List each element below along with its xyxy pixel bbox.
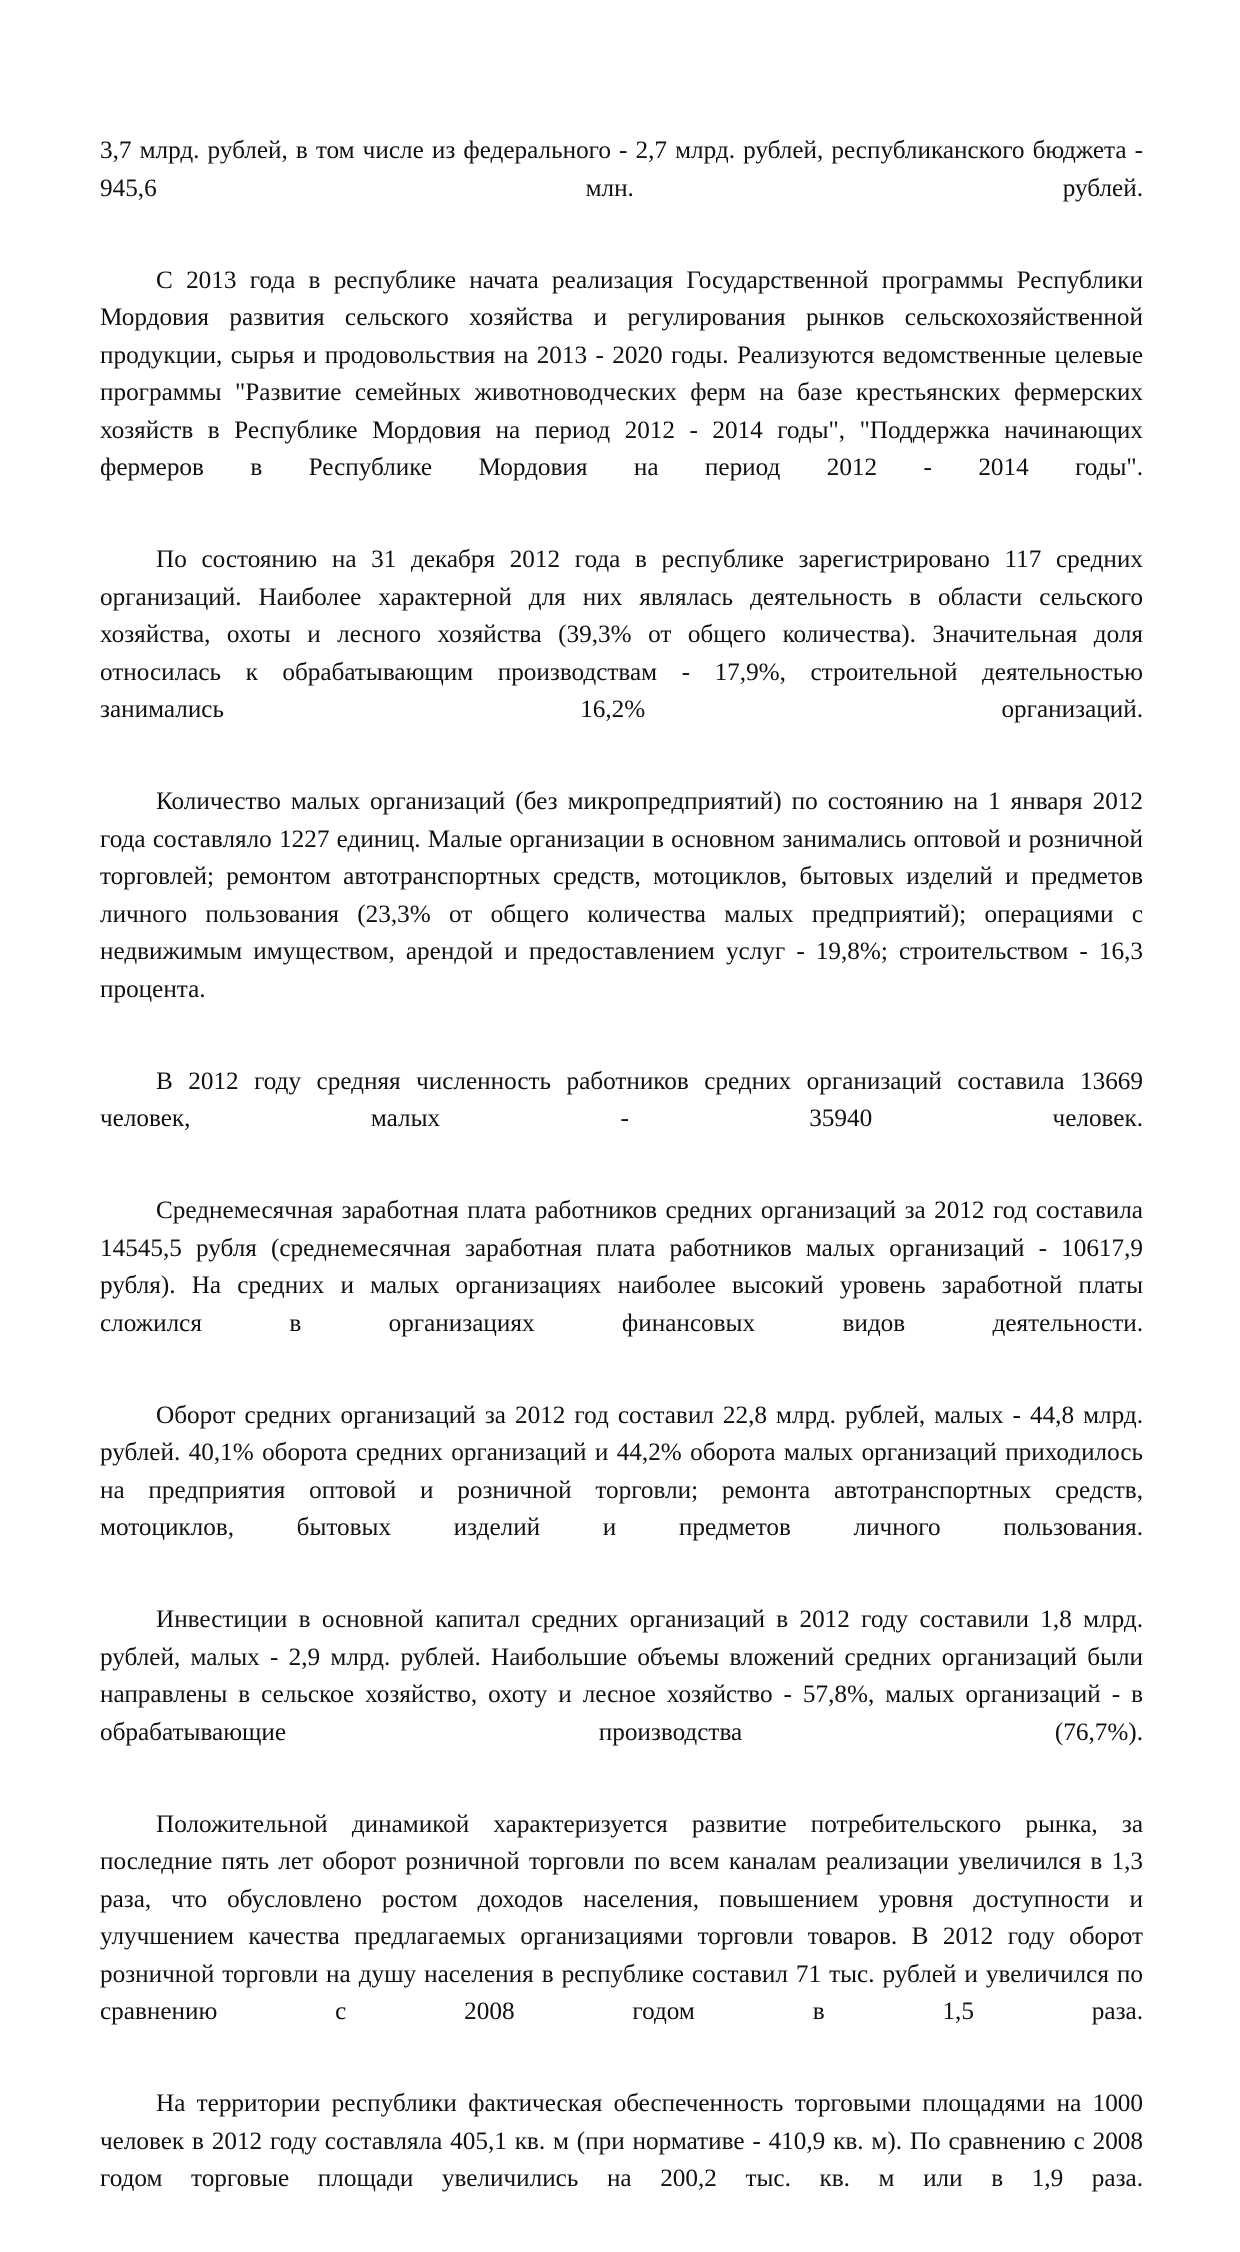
document-body: [100, 132, 1143, 2252]
paragraph-budget: 3,7 млрд. рублей, в том числе из федерального - 2,7 млрд. рублей, республиканского бюджета - 945,6 млн. рублей.: [100, 137, 1143, 202]
paragraph-investments: Инвестиции в основной капитал средних организаций в 2012 году составили 1,8 млрд. рублей, малых - 2,9 млрд. рублей. Наибольшие объемы вложений средних организаций были направлены в сельское хозяйство, охоту и лесное хозяйство - 57,8%, малых организаций - в обрабатывающие производства (76,7%).: [100, 1606, 1143, 1746]
paragraph-medium-organizations: По состоянию на 31 декабря 2012 года в республике зарегистрировано 117 средних организаций. Наиболее характерной для них являлась деятельность в области сельского хозяйства, охоты и лесного хозяйства (39,3% от общего количества). Значительная доля относилась к обрабатывающим производствам - 17,9%, строительной деятельностью занимались 16,2% организаций.: [100, 546, 1143, 723]
paragraph-state-program: С 2013 года в республике начата реализация Государственной программы Республики Мордовия развития сельского хозяйства и регулирования рынков сельскохозяйственной продукции, сырья и продовольствия на 2013 - 2020 годы. Реализуются ведомственные целевые программы "Развитие семейных животноводческих ферм на базе крестьянских фермерских хозяйств в Республике Мордовия на период 2012 - 2014 годы", "Поддержка начинающих фермеров в Республике Мордовия на период 2012 - 2014 годы".: [100, 266, 1143, 481]
paragraph-turnover: Оборот средних организаций за 2012 год составил 22,8 млрд. рублей, малых - 44,8 млрд. рублей. 40,1% оборота средних организаций и 44,2% оборота малых организаций приходилось на предприятия оптовой и розничной торговли; ремонта автотранспортных средств, мотоциклов, бытовых изделий и предметов личного пользования.: [100, 1401, 1143, 1541]
paragraph-small-organizations: Количество малых организаций (без микропредприятий) по состоянию на 1 января 2012 года составляло 1227 единиц. Малые организации в основном занимались оптовой и розничной торговлей; ремонтом автотранспортных средств, мотоциклов, бытовых изделий и предметов личного пользования (23,3% от общего количества малых предприятий); операциями с недвижимым имуществом, арендой и предоставлением услуг - 19,8%; строительством - 16,3 процента.: [100, 788, 1143, 1003]
paragraph-consumer-market: Положительной динамикой характеризуется развитие потребительского рынка, за последние пять лет оборот розничной торговли по всем каналам реализации увеличился в 1,3 раза, что обусловлено ростом доходов населения, повышением уровня доступности и улучшением качества предлагаемых организациями торговли товаров. В 2012 году оборот розничной торговли на душу населения в республике составил 71 тыс. рублей и увеличился по сравнению с 2008 годом в 1,5 раза.: [100, 1810, 1143, 2025]
paragraph-trade-area: На территории республики фактическая обеспеченность торговыми площадями на 1000 человек в 2012 году составляла 405,1 кв. м (при нормативе - 410,9 кв. м). По сравнению с 2008 годом торговые площади увеличились на 200,2 тыс. кв. м или в 1,9 раза.: [100, 2090, 1143, 2192]
paragraph-average-employees: В 2012 году средняя численность работников средних организаций составила 13669 человек, малых - 35940 человек.: [100, 1067, 1143, 1132]
paragraph-average-wages: Среднемесячная заработная плата работников средних организаций за 2012 год составила 14545,5 рубля (среднемесячная заработная плата работников малых организаций - 10617,9 рубля). На средних и малых организациях наиболее высокий уровень заработной платы сложился в организациях финансовых видов деятельности.: [100, 1197, 1143, 1337]
